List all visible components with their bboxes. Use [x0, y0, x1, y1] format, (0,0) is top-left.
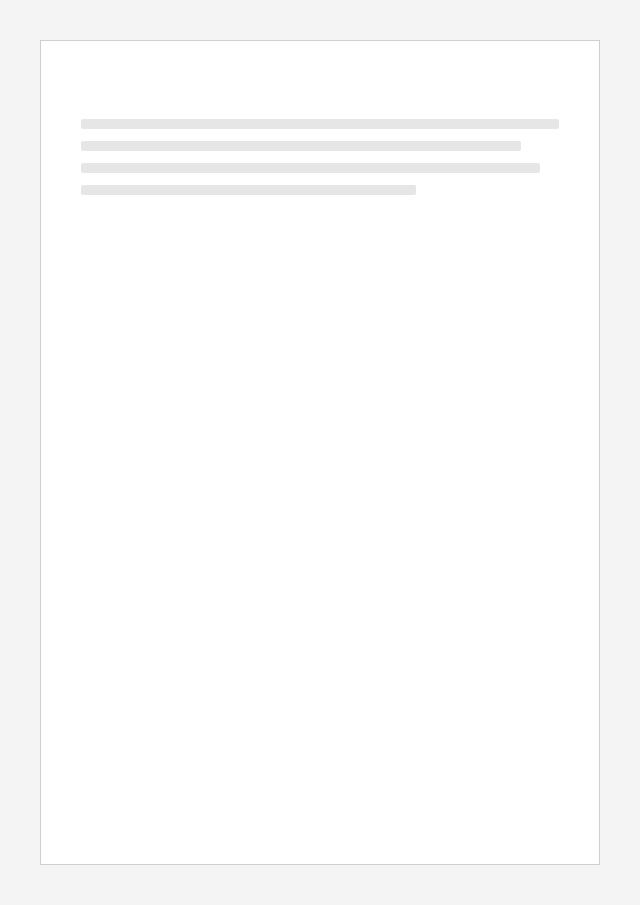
document-title: [81, 77, 559, 101]
document-page: [40, 40, 600, 865]
text-line-placeholder: [81, 163, 540, 173]
document-body: [81, 119, 559, 195]
text-line-placeholder: [81, 141, 521, 151]
text-line-placeholder: [81, 119, 559, 129]
text-line-placeholder: [81, 185, 416, 195]
